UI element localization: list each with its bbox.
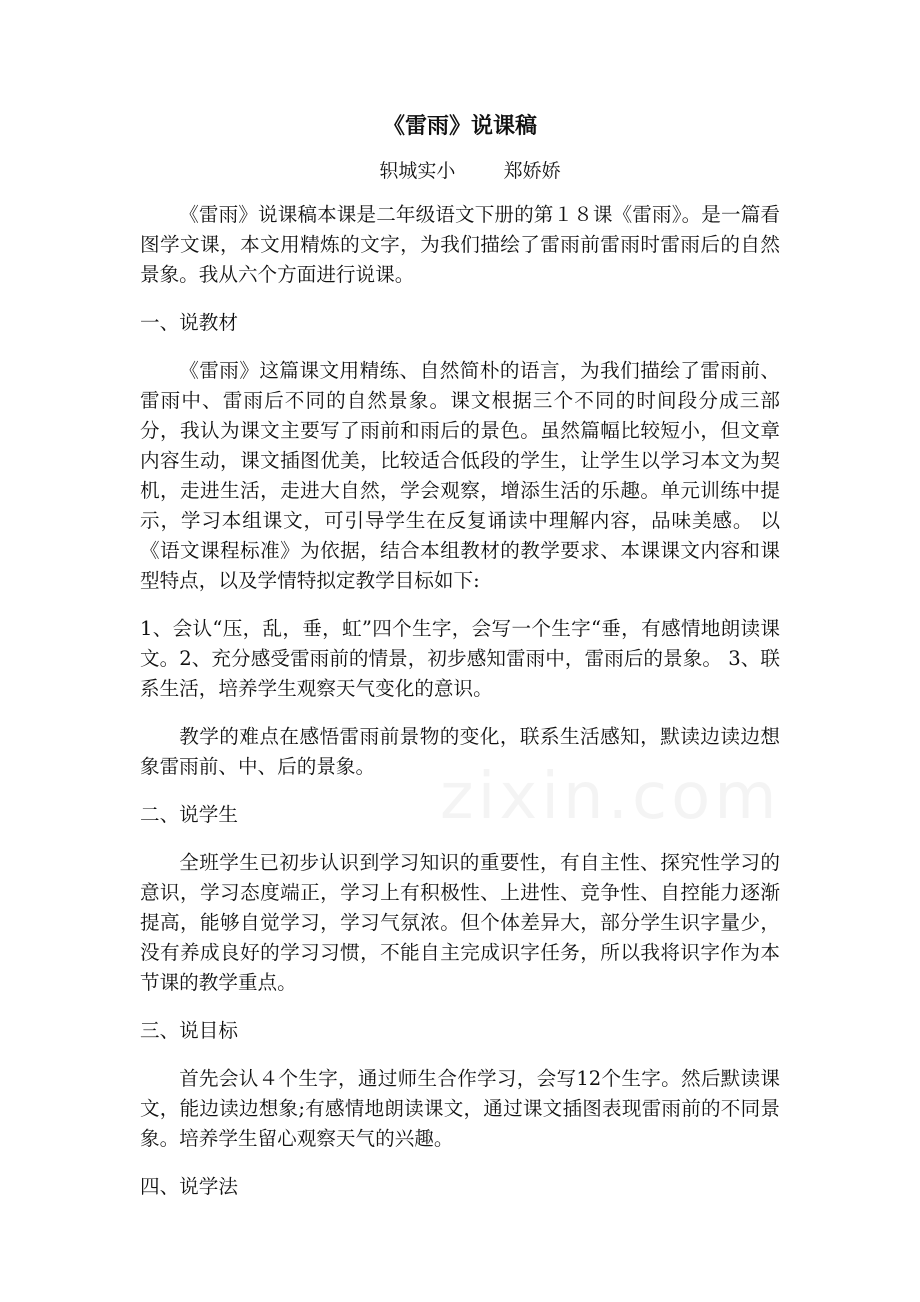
paragraph: 《雷雨》这篇课文用精练、自然简朴的语言，为我们描绘了雷雨前、雷雨中、雷雨后不同的自然景象。课文根据三个不同的时间段分成三部分，我认为课文主要写了雨前和雨后的景色。虽然篇幅比较短小，但文章内容生动，课文插图优美，比较适合低段的学生，让学生以学习本文为契机，走进生活，走进大自然，学会观察，增添生活的乐趣。单元训练中提示，学习本组课文，可引导学生在反复诵读中理解内容，品味美感。 以《语文课程标准》为依据，结合本组教材的教学要求、本课课文内容和课型特点，以及学情特拟定教学目标如下: [140, 359, 780, 592]
document-body [140, 110, 780, 1220]
intro-paragraph: 《雷雨》说课稿本课是二年级语文下册的第１８课《雷雨》。是一篇看图学文课，本文用精炼的文字，为我们描绘了雷雨前雷雨时雷雨后的自然景象。我从六个方面进行说课。 [140, 203, 780, 286]
section-heading-learning-methods: 四、说学法 [140, 1175, 238, 1198]
section-heading-textbook: 一、说教材 [140, 311, 238, 334]
section-heading-objectives: 三、说目标 [140, 1019, 238, 1042]
paragraph: 教学的难点在感悟雷雨前景物的变化，联系生活感知，默读边读边想象雷雨前、中、后的景象。 [140, 725, 780, 778]
section-heading-students: 二、说学生 [140, 803, 238, 826]
author-byline: 轵城实小 郑娇娇 [379, 160, 561, 182]
document-title: 《雷雨》说课稿 [382, 114, 537, 139]
paragraph: 全班学生已初步认识到学习知识的重要性，有自主性、探究性学习的意识，学习态度端正，学习上有积极性、上进性、竞争性、自控能力逐渐提高，能够自觉学习，学习气氛浓。但个体差异大，部分学生识字量少，没有养成良好的学习习惯，不能自主完成识字任务，所以我将识字作为本节课的教学重点。 [140, 851, 780, 994]
paragraph: 首先会认４个生字，通过师生合作学习，会写12个生字。然后默读课文，能边读边想象;有感情地朗读课文，通过课文插图表现雷雨前的不同景象。培养学生留心观察天气的兴趣。 [140, 1067, 780, 1150]
paragraph-goals-list: 1、会认“压，乱，垂，虹”四个生字，会写一个生字“垂，有感情地朗读课文。2、充分感受雷雨前的情景，初步感知雷雨中，雷雨后的景象。 3、联系生活，培养学生观察天气变化的意识。 [140, 617, 780, 700]
